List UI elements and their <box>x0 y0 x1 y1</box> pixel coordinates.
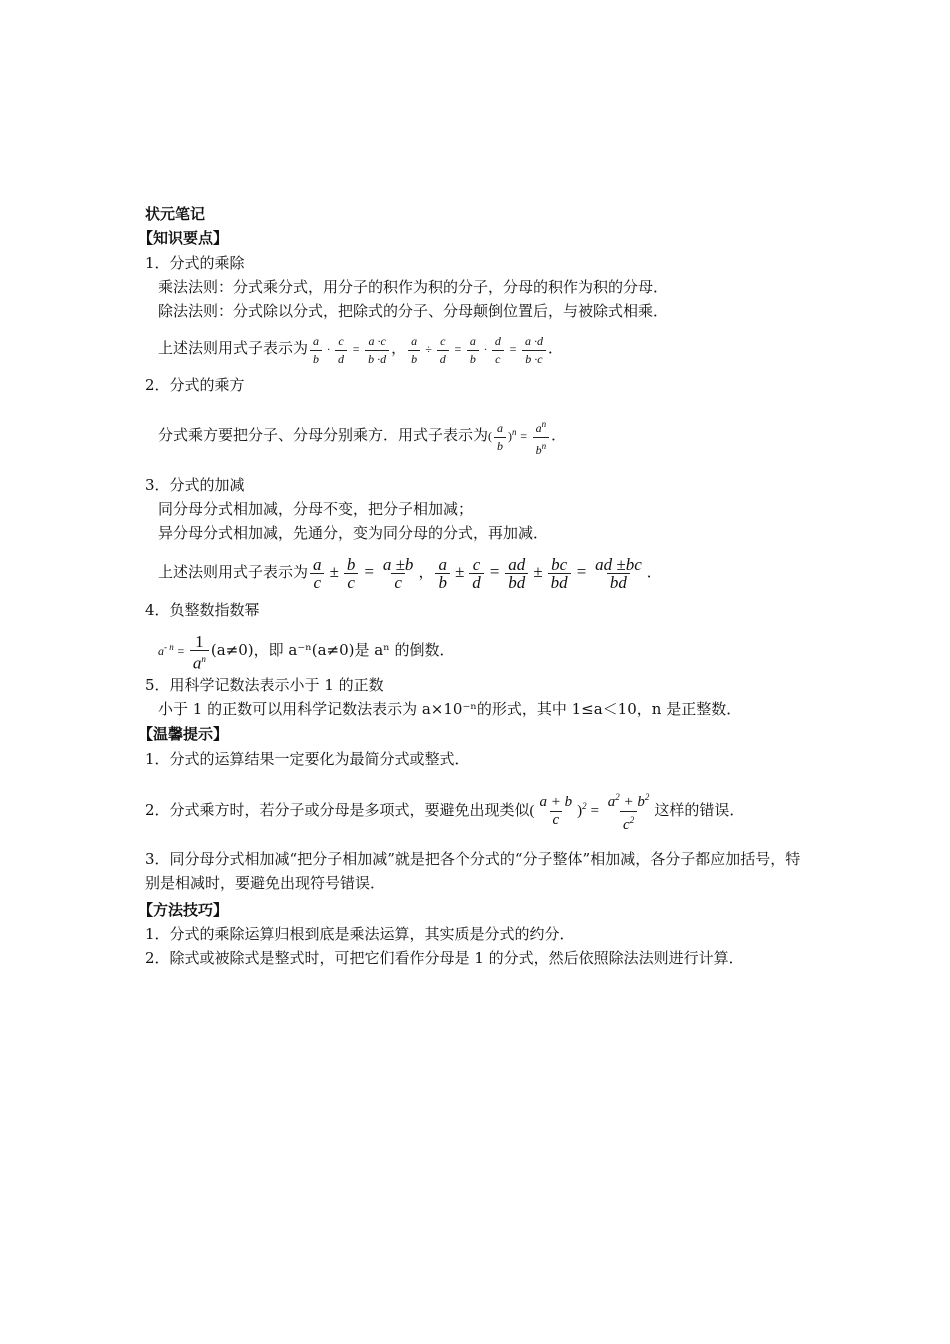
tip-2-line <box>145 784 744 834</box>
s4-formula-line <box>158 625 454 673</box>
power-formula: ( $\frac{a}{b}$ )$^n$ = $\frac{a^n}{b^n}$ <box>488 429 551 443</box>
s1-formula-intro: 上述法则用式子表示为 <box>158 339 309 357</box>
s3-formula-line: 上述法则用式子表示为 $\frac{a}{c}$ ± $\frac{b}{c}$ = $\frac{a \pm b}{c}$ ， $\frac{a}{b}$ ± $\frac{c}{d}$ = $\frac{ad}{bd}$ ± $\frac{bc}{bd}$ = $\frac{ad \pm bc}{bd}$ ． <box>158 554 662 592</box>
div-formula: $\frac{a}{b}$ ÷ $\frac{c}{d}$ = $\frac{a}{b}$ · $\frac{d}{c}$ = $\frac{a \cdot d}{b \cdot c}$ <box>406 342 548 356</box>
s5-text: 小于 1 的正数可以用科学记数法表示为 a×10⁻ⁿ的形式，其中 1≤a＜10，n 是正整数． <box>158 700 742 718</box>
neg-exponent-formula: $a^{- n}$ = $\frac{1}{a^n}$ <box>158 644 211 658</box>
section-knowledge: 【知识要点】 <box>138 229 229 247</box>
s3-formula-intro: 上述法则用式子表示为 <box>158 563 309 581</box>
tip-1: 1．分式的运算结果一定要化为最简分式或整式． <box>145 750 470 768</box>
s2-heading: 2．分式的乘方 <box>145 376 245 394</box>
s2-formula-line: 分式乘方要把分子、分母分别乘方．用式子表示为( $\frac{a}{b}$ )$^n$ = $\frac{a^n}{b^n}$ ． <box>158 418 567 457</box>
section-methods: 【方法技巧】 <box>138 901 229 919</box>
s3-heading: 3．分式的加减 <box>145 476 245 494</box>
diff-denominator-formula: $\frac{a}{b}$ ± $\frac{c}{d}$ = $\frac{ad}{bd}$ ± $\frac{bc}{bd}$ = $\frac{ad \pm bc}{bd}$ <box>433 562 646 581</box>
section-tips: 【温馨提示】 <box>138 725 229 743</box>
s3-diff: 异分母分式相加减，先通分，变为同分母的分式，再加减． <box>158 524 549 542</box>
method-1: 1．分式的乘除运算归根到底是乘法运算，其实质是分式的约分． <box>145 925 575 943</box>
s1-heading: 1．分式的乘除 <box>145 254 245 272</box>
s2-text: 分式乘方要把分子、分母分别乘方．用式子表示为 <box>158 426 489 444</box>
s5-heading: 5．用科学记数法表示小于 1 的正数 <box>145 676 384 694</box>
tip-3: 3．同分母分式相加减“把分子相加减”就是把各个分式的“分子整体”相加减，各分子都应加括号，特别是相减时，要避免出现符号错误． <box>145 850 801 892</box>
s3-same: 同分母分式相加减，分母不变，把分子相加减； <box>158 500 474 518</box>
s1-mult-rule: 乘法法则：分式乘分式，用分子的积作为积的分子，分母的积作为积的分母． <box>158 278 669 296</box>
s4-tail: (a≠0)，即 a⁻ⁿ(a≠0)是 aⁿ 的倒数． <box>210 641 455 659</box>
s1-div-rule: 除法法则：分式除以分式，把除式的分子、分母颠倒位置后，与被除式相乘． <box>158 302 669 320</box>
same-denominator-formula: $\frac{a}{c}$ ± $\frac{b}{c}$ = $\frac{a \pm b}{c}$ <box>308 562 418 581</box>
method-2: 2．除式或被除式是整式时，可把它们看作分母是 1 的分式，然后依照除法法则进行计算． <box>145 949 744 967</box>
s4-heading: 4．负整数指数幂 <box>145 601 260 619</box>
s1-formula-line: 上述法则用式子表示为 $\frac{a}{b}$ · $\frac{c}{d}$ = $\frac{a \cdot c}{b \cdot d}$ ， $\frac{a}{b}$ ÷ $\frac{c}{d}$ = $\frac{a}{b}$ · $\frac{d}{c}$ = $\frac{a \cdot d}{b \cdot c}$ ． <box>158 333 563 366</box>
mult-formula: $\frac{a}{b}$ · $\frac{c}{d}$ = $\frac{a \cdot c}{b \cdot d}$ <box>308 342 391 356</box>
doc-title: 状元笔记 <box>145 205 206 223</box>
tip-2-text: 2．分式乘方时，若分子或分母是多项式，要避免出现类似 <box>145 801 530 819</box>
wrong-example-formula: ( $\frac{a + b}{c}$ )$^2$ = $\frac{a^2 + b^2}{c^2}$ <box>529 792 650 834</box>
tip-2-tail: 这样的错误． <box>654 801 745 819</box>
